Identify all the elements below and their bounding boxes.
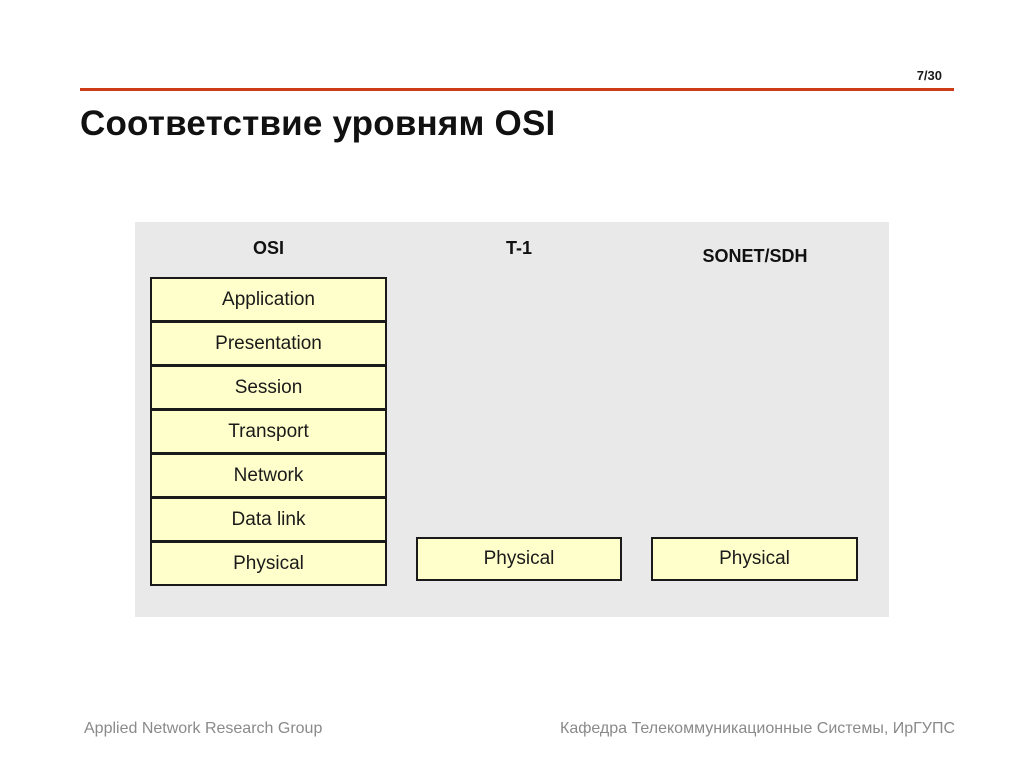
osi-column-header: OSI [252, 238, 284, 258]
osi-layer-network: Network [150, 453, 387, 498]
header-divider [80, 88, 954, 91]
osi-layer-application: Application [150, 277, 387, 322]
page-number: 7/30 [916, 68, 942, 83]
t1-column-header: T-1 [505, 238, 532, 258]
footer-department: Кафедра Телекоммуникационные Системы, ИрГУПС [560, 720, 955, 737]
t1-layer-physical: Physical [416, 537, 622, 581]
osi-layer-presentation: Presentation [150, 321, 387, 366]
sonet-column-header: SONET/SDH [702, 246, 808, 266]
osi-layer-transport: Transport [150, 409, 387, 454]
slide-title: Соответствие уровням OSI [80, 104, 556, 143]
osi-layer-session: Session [150, 365, 387, 410]
osi-layer-physical: Physical [150, 541, 387, 586]
osi-layer-data-link: Data link [150, 497, 387, 542]
sonet-layer-physical: Physical [651, 537, 858, 581]
osi-mapping-diagram [135, 222, 889, 617]
footer-organization: Applied Network Research Group [84, 720, 323, 737]
